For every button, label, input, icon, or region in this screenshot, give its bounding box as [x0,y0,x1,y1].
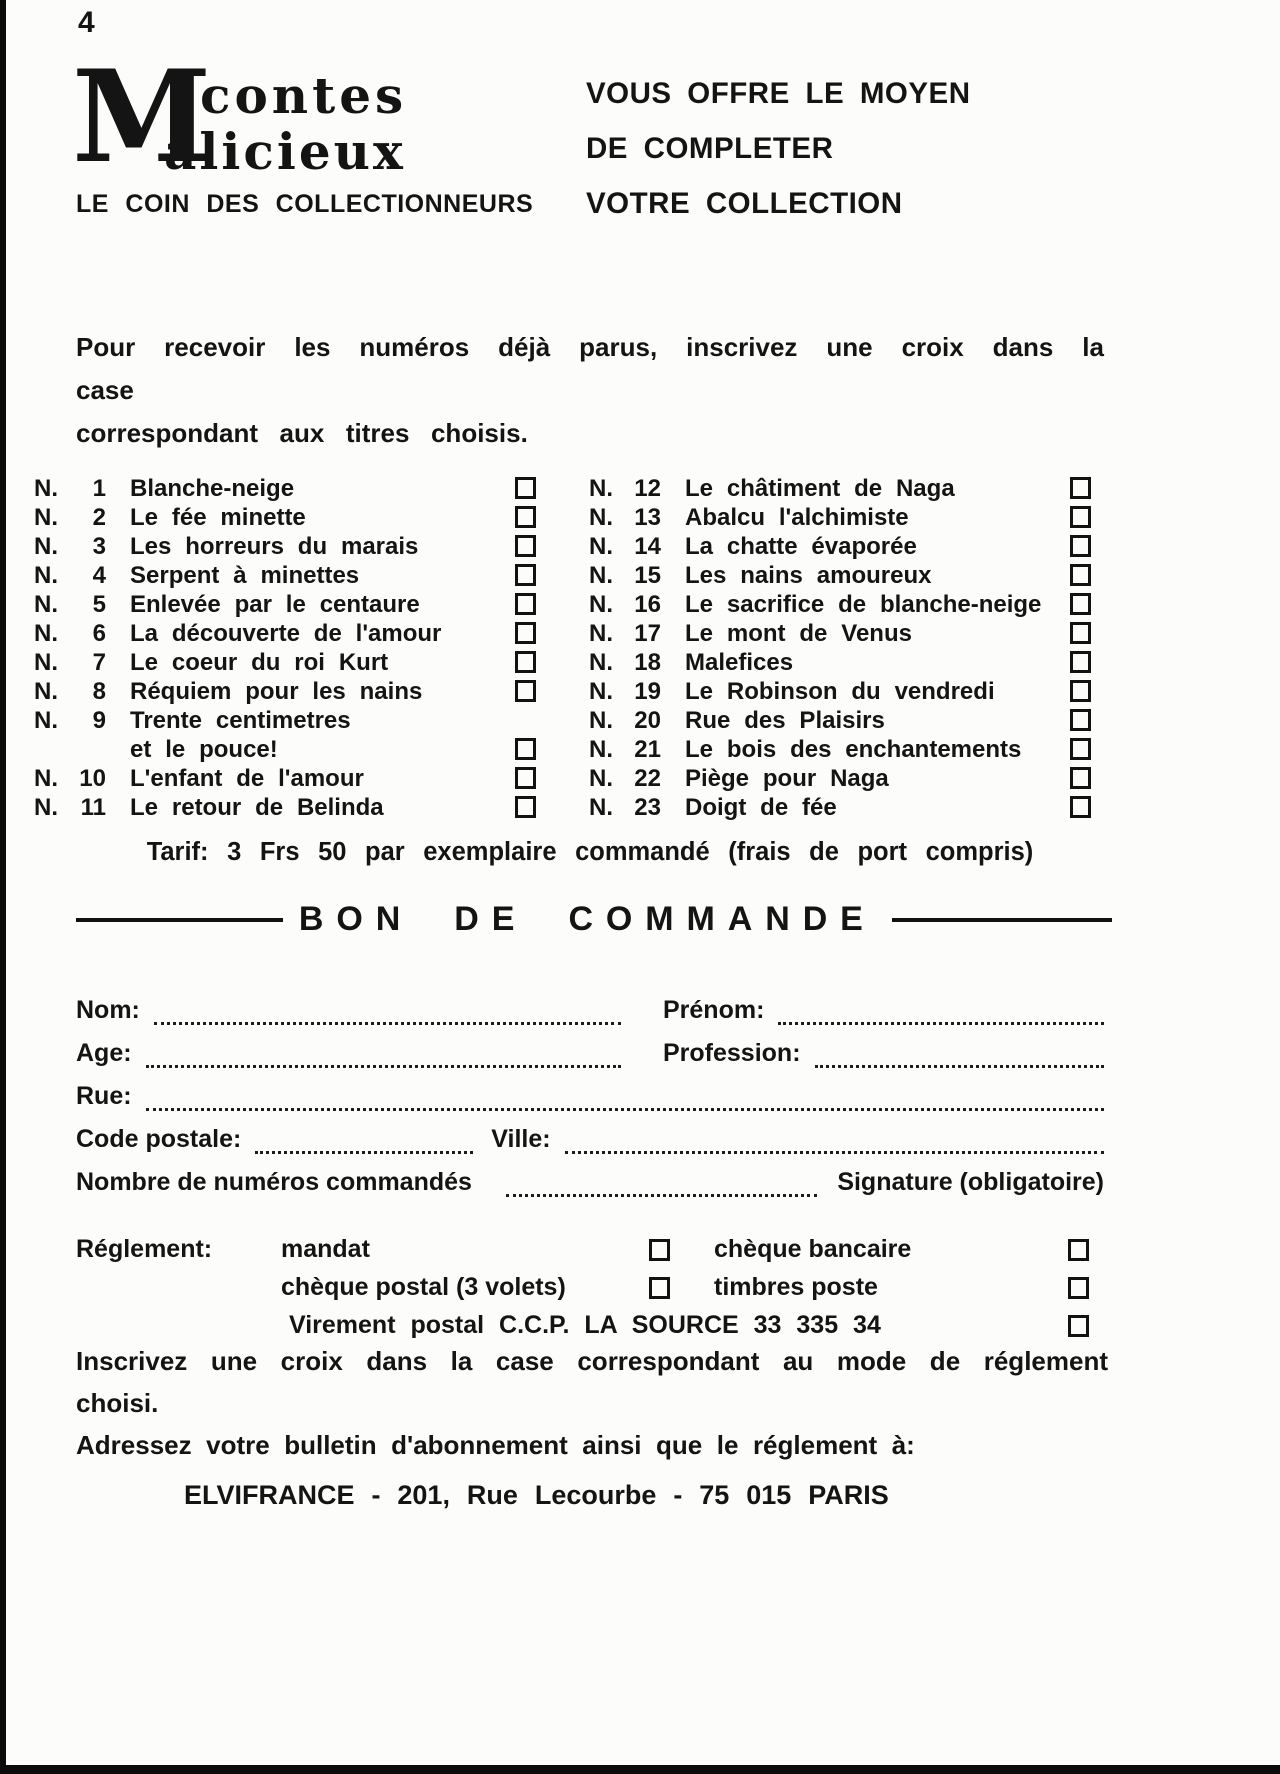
footer-note-2: Adressez votre bulletin d'abonnement ainsi que le réglement à: [76,1430,915,1460]
issue-number-prefix: N. [34,591,58,618]
issue-title [661,735,1070,764]
scan-bottom-edge [0,1765,1280,1774]
instructions-paragraph [76,326,1104,455]
issue-checkbox[interactable] [515,564,536,586]
ville-label: Ville: [491,1125,551,1153]
issue-number-value: 6 [92,620,106,647]
issue-number-prefix: N. [589,591,613,618]
issue-number-value: 7 [92,649,106,676]
age-input-line[interactable] [146,1041,621,1068]
issues-catalog [34,474,1092,822]
issue-number [589,706,661,735]
issue-number-value: 17 [634,620,661,647]
issue-number-value: 9 [92,707,106,734]
catalog-row [589,503,1092,532]
catalog-item-title-line: Le sacrifice de blanche-neige [685,591,1042,618]
issue-checkbox[interactable] [1070,709,1091,731]
catalog-item-title-line: Le châtiment de Naga [685,475,955,502]
catalog-item-title-line: Le mont de Venus [685,620,912,647]
row-nombre-signature [76,1154,1104,1197]
issue-number-prefix: N. [34,475,58,502]
issue-title [661,793,1070,822]
issue-title [661,619,1070,648]
issue-number-prefix: N. [34,533,58,560]
catalog-right-column [589,474,1092,822]
scan-left-edge [0,0,6,1774]
issue-number-value: 3 [92,533,106,560]
issue-checkbox[interactable] [1070,535,1091,557]
catalog-item-title-line: L'enfant de l'amour [130,765,364,792]
catalog-row [34,677,537,706]
issue-number-value: 15 [634,562,661,589]
issue-title [661,677,1070,706]
nombre-label: Nombre de numéros commandés [76,1168,472,1196]
issue-number [34,677,106,706]
issue-checkbox[interactable] [515,477,536,499]
issue-checkbox[interactable] [1070,506,1091,528]
mandat-checkbox[interactable] [649,1239,670,1261]
page-number: 4 [78,6,95,39]
issue-number-value: 13 [634,504,661,531]
issue-number-prefix: N. [589,794,613,821]
issue-checkbox[interactable] [1070,767,1091,789]
contes-malicieux-logo [72,43,546,229]
issue-title [661,532,1070,561]
issue-number-prefix: N. [589,765,613,792]
issue-number-prefix: N. [34,678,58,705]
profession-label: Profession: [663,1039,801,1067]
payment-row-1 [76,1226,1090,1264]
issue-number-prefix: N. [34,649,58,676]
catalog-item-title-line: Le fée minette [130,504,306,531]
catalog-row [34,532,537,561]
catalog-item-title-line: Réquiem pour les nains [130,678,423,705]
issue-title [106,706,515,764]
order-form-fields [76,982,1104,1197]
issue-title [106,619,515,648]
offer-text [586,64,971,229]
issue-title [106,561,515,590]
issue-number-prefix: N. [34,504,58,531]
mandat-option-label: mandat [281,1235,370,1263]
catalog-item-title-line: Le bois des enchantements [685,736,1022,763]
issue-checkbox[interactable] [515,680,536,702]
issue-checkbox[interactable] [1070,593,1091,615]
catalog-row [589,474,1092,503]
catalog-left-column [34,474,537,822]
payment-row-2 [76,1264,1090,1302]
catalog-row [589,735,1092,764]
catalog-row [589,561,1092,590]
catalog-item-title-line: Les nains amoureux [685,562,932,589]
issue-number-prefix: N. [589,678,613,705]
collectors-corner-tagline: LE COIN DES COLLECTIONNEURS [76,190,534,218]
catalog-item-title-line: et le pouce! [130,736,278,763]
catalog-item-title-line: Malefices [685,649,794,676]
rue-input-line[interactable] [146,1084,1104,1111]
issue-number-value: 2 [92,504,106,531]
header [72,43,1204,229]
catalog-item-title-line: Trente centimetres [130,707,351,734]
issue-title [106,764,515,793]
issue-number [589,474,661,503]
issue-number-value: 22 [634,765,661,792]
issue-title [106,590,515,619]
catalog-item-title-line: Doigt de fée [685,794,837,821]
catalog-item-title-line: Rue des Plaisirs [685,707,885,734]
issue-number [589,503,661,532]
catalog-row [34,648,537,677]
issue-number [34,503,106,532]
payment-section [76,1226,1090,1340]
issue-title [106,793,515,822]
footer-note-1: Inscrivez une croix dans la case correspondant au mode de réglement choisi. [76,1346,1108,1418]
issue-number-prefix: N. [589,736,613,763]
catalog-row [34,590,537,619]
issue-number [589,561,661,590]
code-postale-label: Code postale: [76,1125,242,1153]
offer-line-2: DE COMPLETER [586,132,834,165]
cheque-bancaire-checkbox[interactable] [1068,1239,1089,1261]
prenom-label: Prénom: [663,996,765,1024]
issue-checkbox[interactable] [515,651,536,673]
issue-number [34,619,106,648]
profession-input-line[interactable] [815,1041,1104,1068]
issue-checkbox[interactable] [515,535,536,557]
issue-checkbox[interactable] [515,767,536,789]
issue-number-prefix: N. [34,707,58,734]
catalog-item-title-line: La chatte évaporée [685,533,917,560]
cheque-bancaire-option-label: chèque bancaire [714,1235,912,1263]
catalog-row [589,532,1092,561]
footer-notes [76,1340,1108,1466]
catalog-item-title-line: Le Robinson du vendredi [685,678,995,705]
issue-number-value: 18 [634,649,661,676]
issue-title [106,648,515,677]
title-rule-right [892,918,1112,922]
issue-checkbox[interactable] [515,622,536,644]
issue-checkbox[interactable] [1070,622,1091,644]
ville-input-line[interactable] [565,1127,1104,1154]
nom-label: Nom: [76,996,140,1024]
catalog-row [589,764,1092,793]
issue-number-prefix: N. [589,649,613,676]
issue-checkbox[interactable] [1070,651,1091,673]
age-label: Age: [76,1039,132,1067]
issue-number-prefix: N. [34,562,58,589]
issue-checkbox[interactable] [515,593,536,615]
cheque-postal-checkbox[interactable] [649,1277,670,1299]
catalog-row [589,648,1092,677]
offer-line-1: VOUS OFFRE LE MOYEN [586,77,971,110]
issue-checkbox[interactable] [515,796,536,818]
order-form-title: BON DE COMMANDE [298,900,876,938]
issue-checkbox[interactable] [515,738,536,760]
issue-number-value: 21 [634,736,661,763]
virement-postal-checkbox[interactable] [1068,1315,1089,1337]
issue-number [589,590,661,619]
issue-title [106,677,515,706]
issue-number-prefix: N. [589,620,613,647]
issue-number-value: 1 [92,475,106,502]
issue-number [589,648,661,677]
catalog-row [34,474,537,503]
issue-checkbox[interactable] [1070,680,1091,702]
timbres-poste-option-label: timbres poste [714,1273,878,1301]
issue-checkbox[interactable] [1070,564,1091,586]
catalog-row [589,706,1092,735]
offer-line-3: VOTRE COLLECTION [586,187,903,220]
nom-input-line[interactable] [154,998,621,1025]
title-rule-left [76,918,283,922]
issue-number-value: 20 [634,707,661,734]
issue-number-value: 14 [634,533,661,560]
catalog-row [589,619,1092,648]
issue-number [34,590,106,619]
catalog-row [34,561,537,590]
issue-number-value: 10 [79,765,106,792]
issue-number-value: 23 [634,794,661,821]
issue-number [34,532,106,561]
issue-number-value: 19 [634,678,661,705]
issue-number [34,764,106,793]
publisher-address: ELVIFRANCE - 201, Rue Lecourbe - 75 015 PARIS [184,1480,889,1510]
catalog-item-title-line: Blanche-neige [130,475,295,502]
catalog-row [34,764,537,793]
catalog-row [34,706,537,764]
issue-number-value: 4 [92,562,106,589]
rue-label: Rue: [76,1082,132,1110]
issue-title [106,532,515,561]
issue-checkbox[interactable] [1070,477,1091,499]
cheque-postal-option-label: chèque postal (3 volets) [281,1273,566,1301]
catalog-item-title-line: Serpent à minettes [130,562,360,589]
row-age-profession [76,1025,1104,1068]
issue-number-value: 11 [80,794,106,821]
catalog-item-title-line: Abalcu l'alchimiste [685,504,909,531]
issue-number [589,677,661,706]
issue-number-prefix: N. [589,533,613,560]
issue-title [661,706,1070,735]
issue-title [661,474,1070,503]
instructions-line-1: Pour recevoir les numéros déjà parus, inscrivez une croix dans la case [76,332,1104,405]
issue-title [661,590,1070,619]
catalog-item-title-line: Les horreurs du marais [130,533,419,560]
catalog-item-title-line: La découverte de l'amour [130,620,442,647]
catalog-item-title-line: Piège pour Naga [685,765,889,792]
issue-number [589,619,661,648]
catalog-row [589,793,1092,822]
signature-label: Signature (obligatoire) [837,1168,1104,1196]
logo-word-alicieux: alicieux [164,122,406,181]
issue-number [589,764,661,793]
logo-initial-m: M [72,43,212,191]
issue-number-prefix: N. [589,562,613,589]
catalog-item-title-line: Le retour de Belinda [130,794,384,821]
row-rue [76,1068,1104,1111]
issue-number [34,706,106,735]
instructions-line-2: correspondant aux titres choisis. [76,418,528,448]
reglement-label: Réglement: [76,1235,213,1263]
nombre-input-line[interactable] [506,1170,817,1197]
issue-checkbox[interactable] [1070,796,1091,818]
issue-checkbox[interactable] [515,506,536,528]
catalog-row [34,793,537,822]
timbres-poste-checkbox[interactable] [1068,1277,1089,1299]
issue-number-value: 12 [634,475,661,502]
issue-title [661,561,1070,590]
catalog-row [34,619,537,648]
order-form-header [76,900,1112,939]
issue-number-prefix: N. [34,620,58,647]
issue-number-value: 5 [92,591,106,618]
row-nom-prenom [76,982,1104,1025]
issue-number [34,793,106,822]
issue-number-prefix: N. [589,707,613,734]
issue-title [106,474,515,503]
catalog-item-title-line: Enlevée par le centaure [130,591,420,618]
issue-number [589,532,661,561]
issue-number-prefix: N. [34,794,58,821]
code-postale-input-line[interactable] [255,1127,473,1154]
issue-number [34,474,106,503]
issue-number-prefix: N. [589,475,613,502]
issue-title [661,503,1070,532]
issue-number [589,735,661,764]
prenom-input-line[interactable] [778,998,1104,1025]
issue-number-value: 16 [634,591,661,618]
catalog-item-title-line: Le coeur du roi Kurt [130,649,389,676]
issue-number-prefix: N. [34,765,58,792]
issue-checkbox[interactable] [1070,738,1091,760]
issue-title [106,503,515,532]
logo-word-contes: contes [200,66,408,125]
issue-title [661,764,1070,793]
issue-number-value: 8 [92,678,106,705]
issue-title [661,648,1070,677]
row-code-ville [76,1111,1104,1154]
issue-number [589,793,661,822]
issue-number-prefix: N. [589,504,613,531]
catalog-row [589,677,1092,706]
tarif-line: Tarif: 3 Frs 50 par exemplaire commandé (frais de port compris) [146,838,1034,866]
virement-postal-option-label: Virement postal C.C.P. LA SOURCE 33 335 34 [289,1311,881,1339]
issue-number [34,648,106,677]
issue-number [34,561,106,590]
catalog-row [34,503,537,532]
catalog-row [589,590,1092,619]
payment-row-3 [76,1302,1090,1340]
